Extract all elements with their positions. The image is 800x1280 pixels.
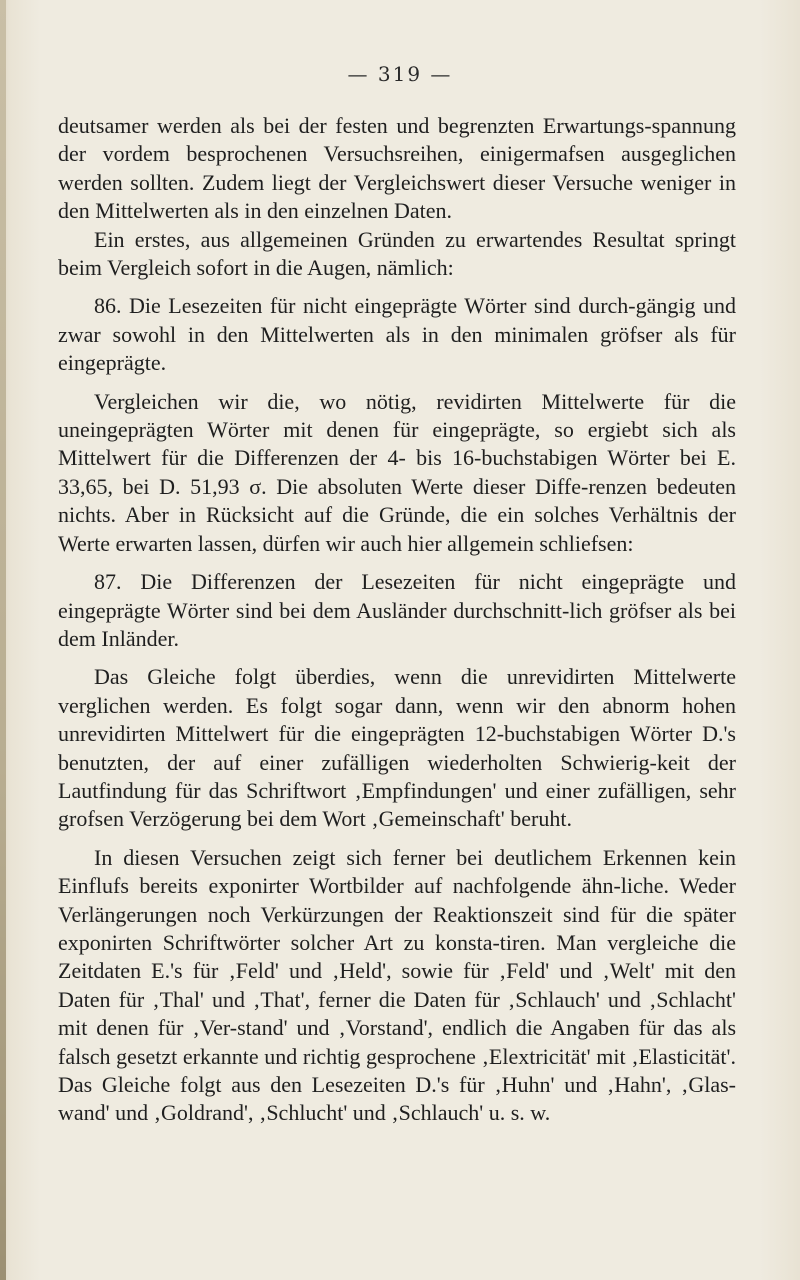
page-spine-shadow (0, 0, 6, 1280)
proposition-87: 87. Die Differenzen der Lesezeiten für nicht eingeprägte und eingeprägte Wörter sind bei dem Ausländer durchschnitt-lich gröfser als bei dem Inländer. (58, 569, 736, 651)
paragraph-1: deutsamer werden als bei der festen und begrenzten Erwartungs-spannung der vordem besprochenen Versuchsreihen, einigermafsen ausgeglichen werden sollten. Zudem liegt der Vergleichswert dieser Versuche weniger in den Mittelwerten als in den einzelnen Daten. (58, 113, 736, 224)
page-body (58, 112, 736, 1128)
paragraph-5: In diesen Versuchen zeigt sich ferner bei deutlichem Erkennen kein Einflufs bereits exponirter Wortbilder auf nachfolgende ähn-liche. Weder Verlängerungen noch Verkürzungen der Reaktionszeit sind für die später exponirten Schriftwörter solcher Art zu konsta-tiren. Man vergleiche die Zeitdaten E.'s für ‚Feld' und ‚Held', sowie für ‚Feld' und ‚Welt' mit den Daten für ‚Thal' und ‚That', ferner die Daten für ‚Schlauch' und ‚Schlacht' mit denen für ‚Ver-stand' und ‚Vorstand', endlich die Angaben für das als falsch gesetzt erkannte und richtig gesprochene ‚Elextricität' mit ‚Elasticität'. Das Gleiche folgt aus den Lesezeiten D.'s für ‚Huhn' und ‚Hahn', ‚Glas-wand' und ‚Goldrand', ‚Schlucht' und ‚Schlauch' u. s. w. (58, 844, 736, 1126)
paragraph-3: Vergleichen wir die, wo nötig, revidirten Mittelwerte für die uneingeprägten Wörter mit denen für eingeprägte, so ergiebt sich als Mittelwert für die Differenzen der 4- bis 16-buchstabigen Wörter bei E. 33,65, bei D. 51,93 σ. Die absoluten Werte dieser Diffe-renzen bedeuten nichts. Aber in Rücksicht auf die Gründe, die ein solches Verhältnis der Werte erwarten lassen, dürfen wir auch hier allgemein schliefsen: (58, 388, 736, 556)
page-number: — 319 — (347, 62, 453, 86)
proposition-86: 86. Die Lesezeiten für nicht eingeprägte Wörter sind durch-gängig und zwar sowohl in den Mittelwerten als in den minimalen gröfser als für eingeprägte. (58, 293, 736, 376)
paragraph-2: Ein erstes, aus allgemeinen Gründen zu erwartendes Resultat springt beim Vergleich sofort in die Augen, nämlich: (58, 226, 736, 281)
paragraph-4: Das Gleiche folgt überdies, wenn die unrevidirten Mittelwerte verglichen werden. Es folgt sogar dann, wenn wir den abnorm hohen unrevidirten Mittelwert für die eingeprägten 12-buchstabigen Wörter D.'s benutzten, der auf einer zufälligen wiederholten Schwierig-keit der Lautfindung für das Schriftwort ‚Empfindungen' und einer zufälligen, sehr grofsen Verzögerung bei dem Wort ‚Gemeinschaft' beruht. (58, 664, 736, 832)
